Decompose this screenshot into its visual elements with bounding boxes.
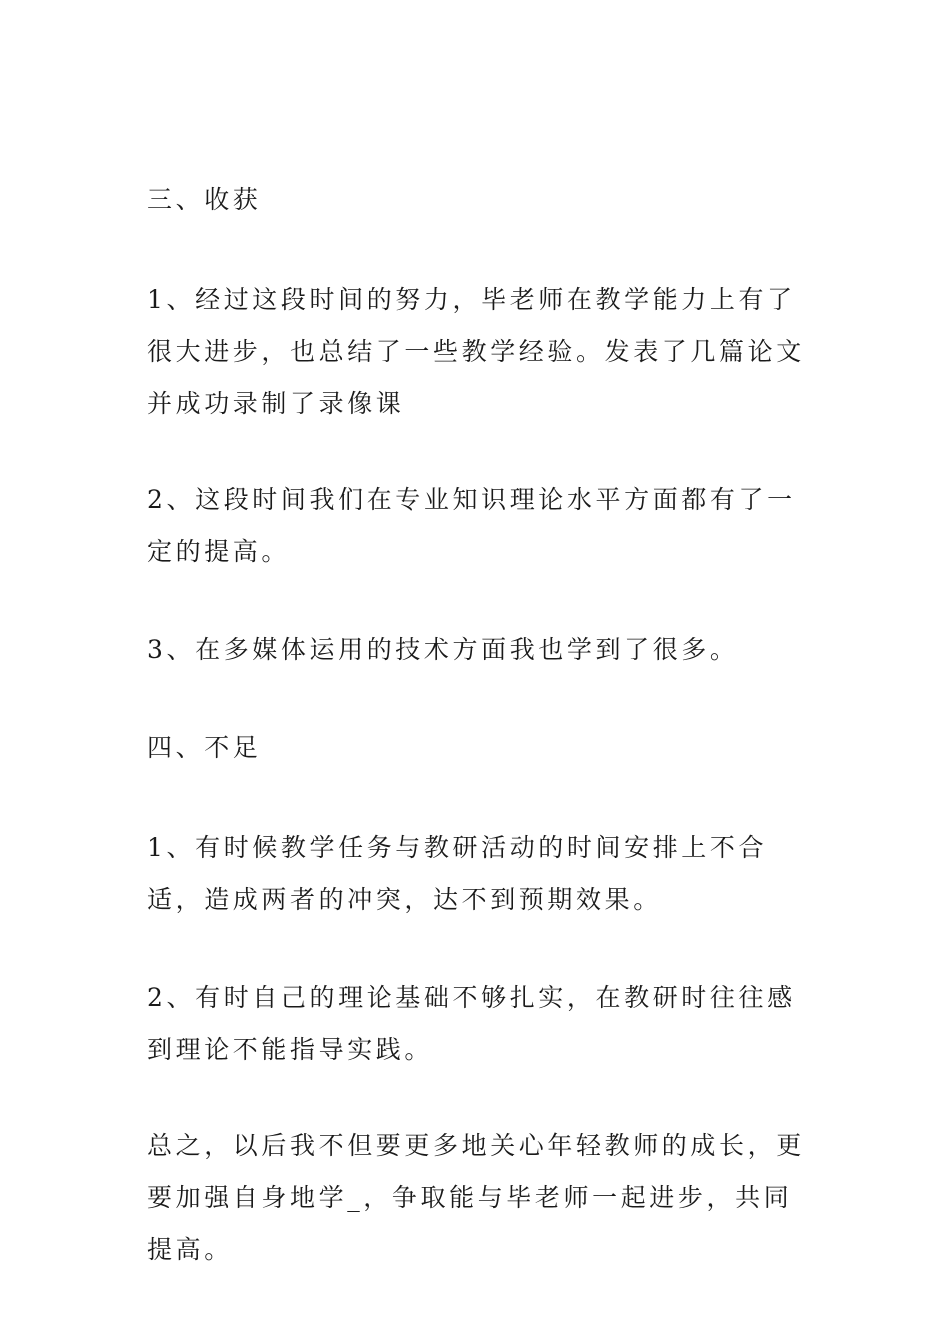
shortcomings-item-1: 1、有时候教学任务与教研活动的时间安排上不合适，造成两者的冲突，达不到预期效果。 [147,833,768,914]
gains-item-1: 1、经过这段时间的努力，毕老师在教学能力上有了很大进步，也总结了一些教学经验。发表了几篇论文并成功录制了录像课 [147,285,805,418]
gains-item-2: 2、这段时间我们在专业知识理论水平方面都有了一定的提高。 [147,485,796,566]
shortcomings-item-2: 2、有时自己的理论基础不够扎实，在教研时往往感到理论不能指导实践。 [147,983,796,1064]
section-heading-gains: 三、收获 [147,185,262,214]
gains-item-3: 3、在多媒体运用的技术方面我也学到了很多。 [147,635,739,664]
conclusion-paragraph: 总之，以后我不但要更多地关心年轻教师的成长，更要加强自身地学_，争取能与毕老师一起进步，共同提高。 [147,1131,805,1264]
section-heading-shortcomings: 四、不足 [147,733,262,762]
